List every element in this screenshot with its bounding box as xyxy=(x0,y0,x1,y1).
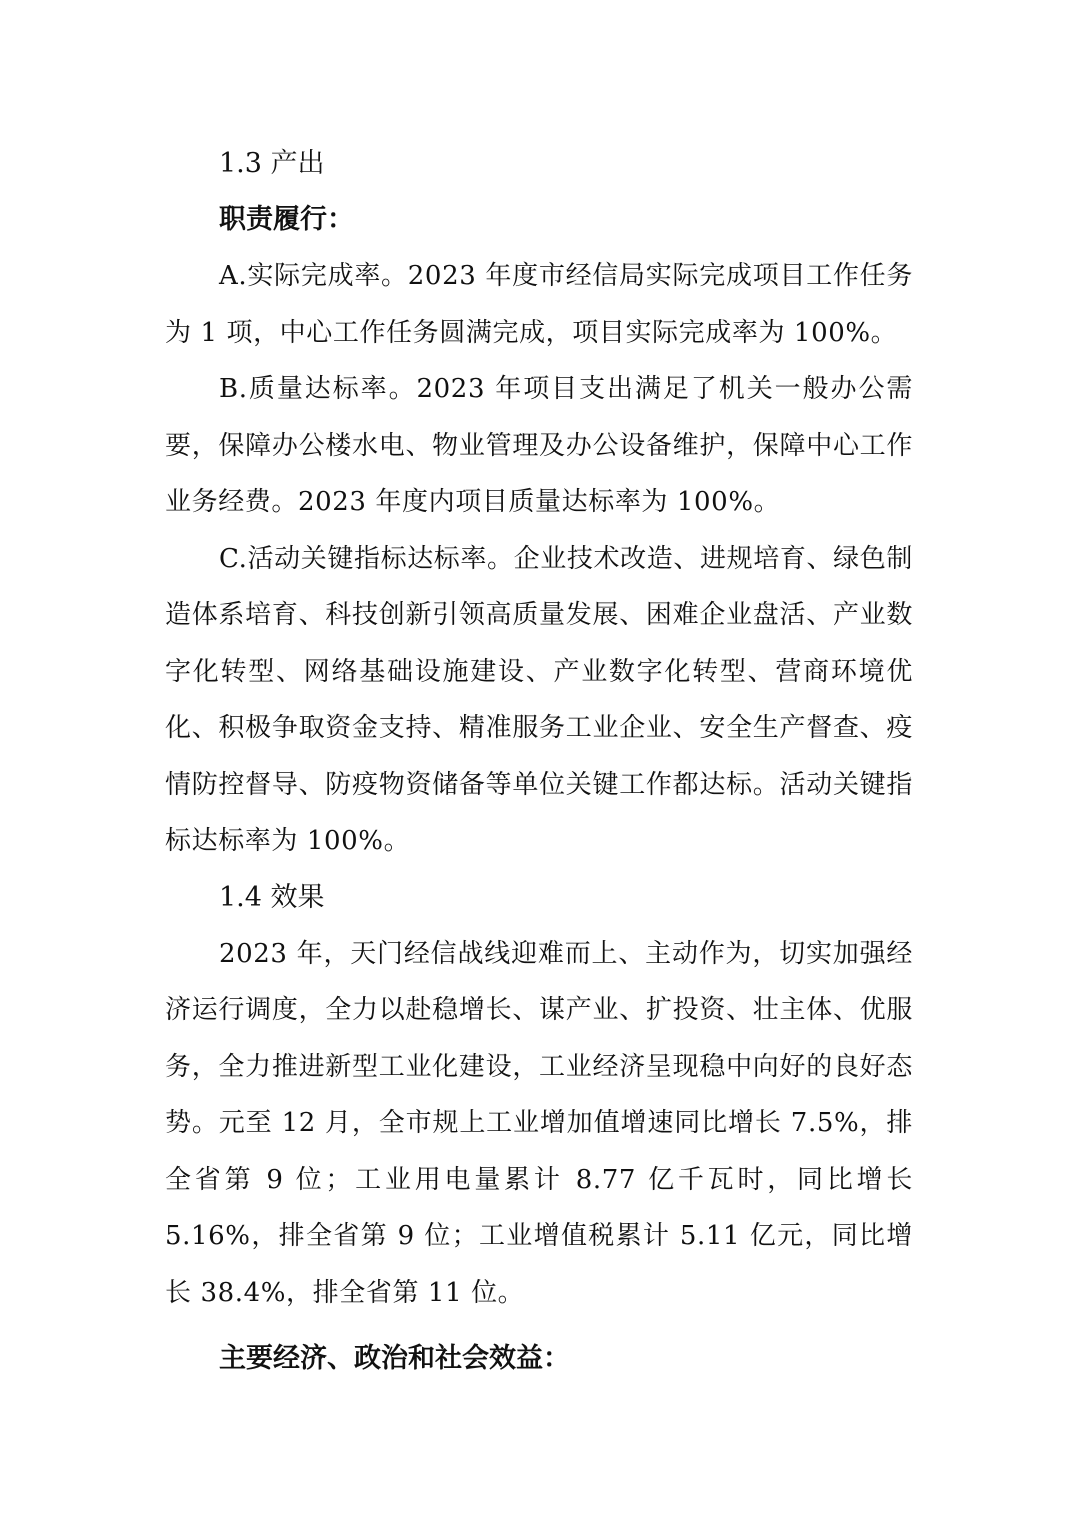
paragraph-quality-rate: B.质量达标率。2023 年项目支出满足了机关一般办公需要，保障办公楼水电、物业管理及办公设备维护，保障中心工作业务经费。2023 年度内项目质量达标率为 100%。 xyxy=(165,374,913,517)
paragraph-effect: 2023 年，天门经信战线迎难而上、主动作为，切实加强经济运行调度，全力以赴稳增长、谋产业、扩投资、壮主体、优服务，全力推进新型工业化建设，工业经济呈现稳中向好的良好态势。元至 12 月，全市规上工业增加值增速同比增长 7.5%，排全省第 9 位；工业用电量累计 8.77 亿千瓦时，同比增长 5.16%，排全省第 9 位；工业增值税累计 5.11 亿元，同比增长 38.4%，排全省第 11 位。 xyxy=(165,938,913,1308)
paragraph-key-indicator-rate: C.活动关键指标达标率。企业技术改造、进规培育、绿色制造体系培育、科技创新引领高质量发展、困难企业盘活、产业数字化转型、网络基础设施建设、产业数字化转型、营商环境优化、积极争取资金支持、精准服务工业企业、安全生产督查、疫情防控督导、防疫物资储备等单位关键工作都达标。活动关键指标达标率为 100%。 xyxy=(165,543,913,856)
paragraph-completion-rate: A.实际完成率。2023 年度市经信局实际完成项目工作任务为 1 项，中心工作任务圆满完成，项目实际完成率为 100%。 xyxy=(165,261,913,348)
section-heading-1-3: 1.3 产出 xyxy=(219,148,325,179)
duty-performance-label: 职责履行： xyxy=(219,204,354,235)
section-heading-1-4: 1.4 效果 xyxy=(219,881,325,913)
document-body xyxy=(165,136,913,1387)
benefits-label: 主要经济、政治和社会效益： xyxy=(219,1343,570,1374)
